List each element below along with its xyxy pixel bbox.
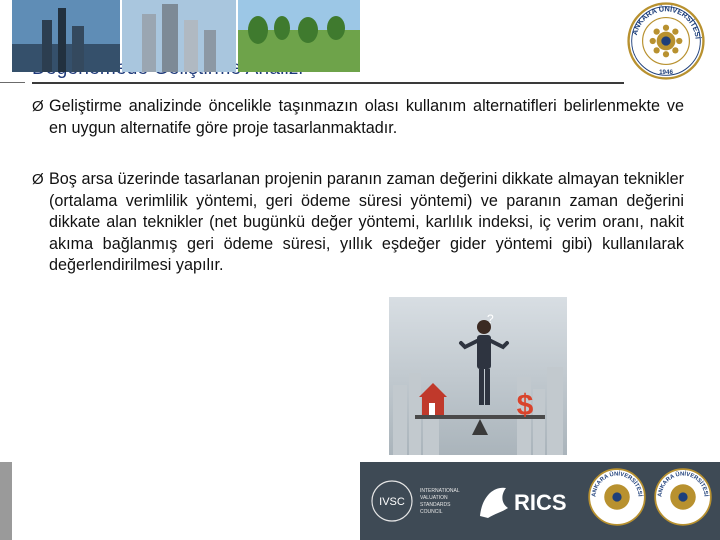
footer-edge-bar: [0, 462, 12, 540]
footer-logos-panel: [360, 462, 720, 540]
seal-small-2: [654, 468, 712, 526]
bullet-text: Boş arsa üzerinde tasarlanan projenin paranın zaman değerini dikkate almayan teknikler (ortalama verimlilik yöntemi, geri ödeme süresi yöntemi) ve paranın zaman değerini dikkate alan teknikler (net bugünkü değer yöntemi, karlılık indeksi, iç verim oranı, nakit akıma bağlanmış geri ödeme süresi, yıllık eşdeğer gider yöntemi gibi) kullanılarak değerlendirilmesi yapılır.: [49, 170, 684, 274]
rics-name: RICS: [514, 490, 567, 515]
bullet-arrow-icon: Ø: [32, 98, 44, 115]
footer-photo-city: [12, 0, 120, 72]
title-underline: [32, 82, 624, 84]
bullet-list: [32, 96, 684, 277]
svg-text:VALUATION: VALUATION: [420, 495, 448, 501]
bullet-item: [32, 169, 684, 277]
seal-small-1: [588, 468, 646, 526]
rics-lion-icon: [480, 488, 508, 518]
rics-logo: [472, 476, 584, 526]
seal-ring-text: ANKARA ÜNİVERSİTESİ: [630, 4, 703, 40]
svg-text:ANKARA ÜNİVERSİTESİ: ANKARA ÜNİVERSİTESİ: [657, 471, 709, 498]
question-mark-icon: ?: [487, 312, 494, 326]
footer-photo-field: [238, 0, 360, 72]
ankara-university-seal: [627, 2, 705, 80]
svg-text:STANDARDS: STANDARDS: [420, 502, 451, 508]
footer-photo-towers: [122, 0, 236, 72]
bullet-arrow-icon: Ø: [32, 171, 44, 188]
svg-text:ANKARA ÜNİVERSİTESİ: ANKARA ÜNİVERSİTESİ: [591, 471, 643, 498]
bullet-text: Geliştirme analizinde öncelikle taşınmazın olası kullanım alternatifleri belirlenmekte ve en uygun alternatife göre proje tasarlanmaktadır.: [49, 97, 684, 137]
svg-text:COUNCIL: COUNCIL: [420, 509, 443, 515]
seal-year: 1946: [659, 68, 673, 76]
svg-text:INTERNATIONAL: INTERNATIONAL: [420, 488, 460, 494]
dollar-icon: $: [516, 389, 534, 422]
ivsc-logo: [368, 478, 472, 524]
title-rule-left: [0, 82, 25, 83]
ivsc-name: IVSC: [379, 496, 405, 508]
bullet-item: [32, 96, 684, 139]
balance-illustration: [389, 297, 567, 455]
